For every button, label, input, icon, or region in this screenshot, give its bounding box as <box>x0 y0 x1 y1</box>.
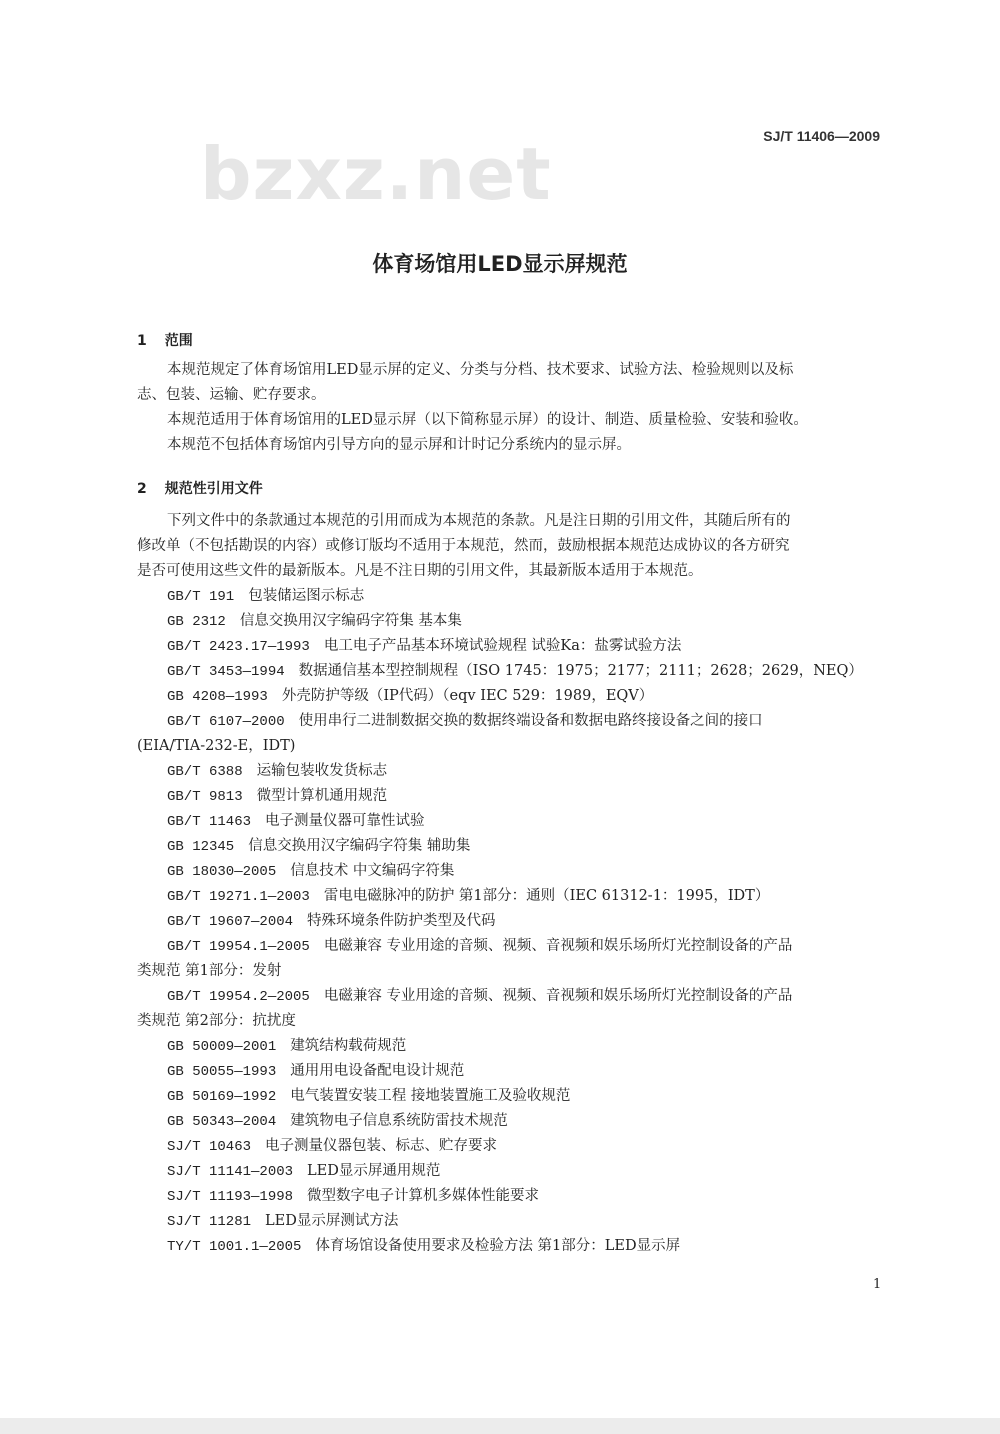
reference-code: GB 12345 <box>167 839 235 855</box>
section-title: 规范性引用文件 <box>164 481 263 497</box>
reference-code: GB/T 2423.17—1993 <box>167 639 310 655</box>
reference-list <box>137 584 882 1259</box>
reference-code: GB/T 9813 <box>167 789 243 805</box>
standard-number: SJ/T 11406—2009 <box>763 128 880 144</box>
watermark: bzxz.net <box>200 132 552 216</box>
reference-code: TY/T 1001.1—2005 <box>167 1239 302 1255</box>
paragraph-line: 志、包装、运输、贮存要求。 <box>137 387 326 403</box>
reference-code: GB/T 191 <box>167 589 235 605</box>
reference-title: 电子测量仪器可靠性试验 <box>265 813 425 829</box>
reference-item <box>137 1159 882 1184</box>
reference-item <box>137 809 882 834</box>
reference-code: GB/T 6388 <box>167 764 243 780</box>
section-number: 2 <box>137 481 147 497</box>
reference-code: GB/T 3453—1994 <box>167 664 285 680</box>
section-1-body <box>137 358 882 458</box>
reference-item <box>137 1209 882 1234</box>
reference-title: 信息技术 中文编码字符集 <box>290 863 455 879</box>
reference-title: 建筑物电子信息系统防雷技术规范 <box>290 1113 508 1129</box>
reference-code: SJ/T 11281 <box>167 1214 252 1230</box>
reference-title: 电工电子产品基本环境试验规程 试验Ka：盐雾试验方法 <box>323 638 682 654</box>
section-number: 1 <box>137 333 147 349</box>
reference-item <box>137 584 882 609</box>
reference-code: GB/T 19954.1—2005 <box>167 939 310 955</box>
reference-item <box>137 1134 882 1159</box>
reference-item <box>137 834 882 859</box>
reference-code: GB/T 19607—2004 <box>167 914 294 930</box>
reference-title: 微型计算机通用规范 <box>256 788 388 804</box>
reference-item <box>137 759 882 784</box>
viewer-bottom-bar <box>0 1418 1000 1434</box>
reference-continuation <box>137 734 882 759</box>
reference-code: SJ/T 11193—1998 <box>167 1189 294 1205</box>
reference-title: 信息交换用汉字编码字符集 基本集 <box>239 613 462 629</box>
reference-code: GB 50055—1993 <box>167 1064 277 1080</box>
section-2-heading <box>137 478 281 498</box>
document-title: 体育场馆用LED显示屏规范 <box>372 252 628 276</box>
paragraph-line: 本规范适用于体育场馆用的LED显示屏（以下简称显示屏）的设计、制造、质量检验、安装和验收。 <box>167 412 808 428</box>
reference-title: 数据通信基本型控制规程（ISO 1745：1975；2177；2111；2628；2629，NEQ） <box>298 663 863 679</box>
reference-code: SJ/T 11141—2003 <box>167 1164 294 1180</box>
reference-title: 电气装置安装工程 接地装置施工及验收规范 <box>290 1088 571 1104</box>
paragraph-line: 修改单（不包括勘误的内容）或修订版均不适用于本规范，然而，鼓励根据本规范达成协议的各方研究 <box>137 538 790 554</box>
reference-item <box>137 709 882 734</box>
reference-item <box>137 659 882 684</box>
reference-code: GB/T 6107—2000 <box>167 714 285 730</box>
reference-code: GB/T 19954.2—2005 <box>167 989 310 1005</box>
reference-title: 体育场馆设备使用要求及检验方法 第1部分：LED显示屏 <box>315 1238 681 1254</box>
reference-title: 使用串行二进制数据交换的数据终端设备和数据电路终接设备之间的接口 <box>298 713 763 729</box>
paragraph-line: 本规范不包括体育场馆内引导方向的显示屏和计时记分系统内的显示屏。 <box>167 437 631 453</box>
page-number: 1 <box>873 1277 882 1292</box>
reference-title: 外壳防护等级（IP代码）（eqv IEC 529：1989，EQV） <box>281 688 654 704</box>
reference-code: SJ/T 10463 <box>167 1139 252 1155</box>
paragraph-line: 是否可使用这些文件的最新版本。凡是不注日期的引用文件，其最新版本适用于本规范。 <box>137 563 703 579</box>
reference-item <box>137 1234 882 1259</box>
reference-title: 通用用电设备配电设计规范 <box>290 1063 465 1079</box>
section-title: 范围 <box>164 333 193 349</box>
reference-title: LED显示屏通用规范 <box>307 1163 441 1179</box>
reference-title: 信息交换用汉字编码字符集 辅助集 <box>248 838 471 854</box>
reference-title: 电磁兼容 专业用途的音频、视频、音视频和娱乐场所灯光控制设备的产品 <box>323 988 793 1004</box>
reference-title: 电磁兼容 专业用途的音频、视频、音视频和娱乐场所灯光控制设备的产品 <box>323 938 793 954</box>
reference-title: 雷电电磁脉冲的防护 第1部分：通则（IEC 61312-1：1995，IDT） <box>323 888 770 904</box>
reference-item <box>137 859 882 884</box>
reference-code: GB 4208—1993 <box>167 689 268 705</box>
reference-code: GB/T 19271.1—2003 <box>167 889 310 905</box>
paragraph-line: 下列文件中的条款通过本规范的引用而成为本规范的条款。凡是注日期的引用文件，其随后所有的 <box>167 513 791 529</box>
reference-code: GB 2312 <box>167 614 226 630</box>
reference-title: 电子测量仪器包装、标志、贮存要求 <box>265 1138 498 1154</box>
section-1-heading <box>137 330 211 350</box>
paragraph-line: 本规范规定了体育场馆用LED显示屏的定义、分类与分档、技术要求、试验方法、检验规则以及标 <box>167 362 794 378</box>
reference-continuation <box>137 959 882 984</box>
reference-item <box>137 934 882 959</box>
reference-code: GB 50343—2004 <box>167 1114 277 1130</box>
reference-item <box>137 1034 882 1059</box>
reference-item <box>137 884 882 909</box>
reference-item <box>137 1109 882 1134</box>
reference-item <box>137 1184 882 1209</box>
reference-item <box>137 784 882 809</box>
reference-code: GB 50009—2001 <box>167 1039 277 1055</box>
reference-title: 包装储运图示标志 <box>248 588 365 604</box>
reference-item <box>137 909 882 934</box>
reference-continuation <box>137 1009 882 1034</box>
reference-item <box>137 634 882 659</box>
reference-title: (EIA/TIA-232-E，IDT) <box>137 738 296 754</box>
reference-code: GB 50169—1992 <box>167 1089 277 1105</box>
reference-title: 微型数字电子计算机多媒体性能要求 <box>307 1188 540 1204</box>
reference-item <box>137 1084 882 1109</box>
reference-code: GB 18030—2005 <box>167 864 277 880</box>
reference-item <box>137 609 882 634</box>
section-2-body <box>137 509 882 1259</box>
reference-title: 特殊环境条件防护类型及代码 <box>307 913 496 929</box>
reference-item <box>137 984 882 1009</box>
reference-title: 类规范 第1部分：发射 <box>137 963 282 979</box>
reference-item <box>137 1059 882 1084</box>
reference-title: LED显示屏测试方法 <box>265 1213 399 1229</box>
reference-title: 建筑结构载荷规范 <box>290 1038 407 1054</box>
reference-code: GB/T 11463 <box>167 814 252 830</box>
reference-title: 类规范 第2部分：抗扰度 <box>137 1013 296 1029</box>
reference-item <box>137 684 882 709</box>
reference-title: 运输包装收发货标志 <box>256 763 388 779</box>
